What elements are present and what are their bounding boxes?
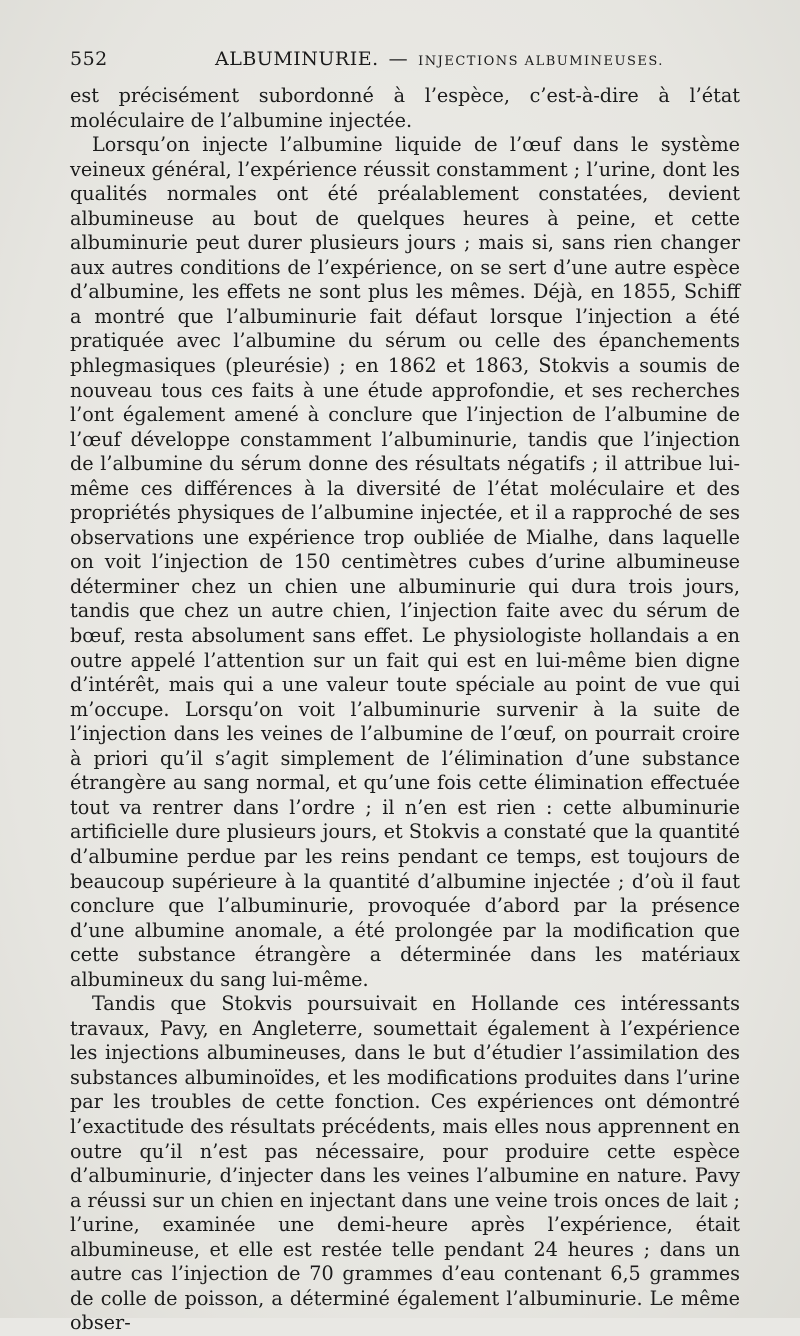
chapter-title	[215, 48, 664, 70]
header-separator: —	[388, 48, 409, 70]
running-header	[70, 48, 740, 84]
chapter-title-main: ALBUMINURIE.	[215, 48, 379, 70]
paragraph-pavy: Tandis que Stokvis poursuivait en Hollande ces intéressants travaux, Pavy, en Angleterre, soumettait également à l’expérience les injections albumineuses, dans le but d’étudier l’assimilation des substances albuminoïdes, et les modifications produites dans l’urine par les troubles de cette fonction. Ces expériences ont démontré l’exactitude des résultats précédents, mais elles nous apprennent en outre qu’il n’est pas nécessaire, pour produire cette espèce d’albuminurie, d’injecter dans les veines l’albumine en nature. Pavy a réussi sur un chien en injectant dans une veine trois onces de lait ; l’urine, examinée une demi-heure après l’expérience, était albumineuse, et elle est restée telle pendant 24 heures ; dans un autre cas l’injection de 70 grammes d’eau contenant 6,5 grammes de colle de poisson, a déterminé également l’albuminurie. Le même obser-	[70, 992, 740, 1335]
paragraph-egg-albumin: Lorsqu’on injecte l’albumine liquide de l’œuf dans le système veineux général, l’expérience réussit constamment ; l’urine, dont les qualités normales ont été préalablement constatées, devient albumineuse au bout de quelques heures à peine, et cette albuminurie peut durer plusieurs jours ; mais si, sans rien changer aux autres conditions de l’expérience, on se sert d’une autre espèce d’albumine, les effets ne sont plus les mêmes. Déjà, en 1855, Schiff a montré que l’albuminurie fait défaut lorsque l’injection a été pratiquée avec l’albumine du sérum ou celle des épanchements phlegmasiques (pleurésie) ; en 1862 et 1863, Stokvis a soumis de nouveau tous ces faits à une étude approfondie, et ses recherches l’ont également amené à conclure que l’injection de l’albumine de l’œuf développe constamment l’albuminurie, tandis que l’injection de l’albumine du sérum donne des résultats négatifs ; il attribue lui-même ces différences à la diversité de l’état moléculaire et des propriétés physiques de l’albumine injectée, et il a rapproché de ses observations une expérience trop oubliée de Mialhe, dans laquelle on voit l’injection de 150 centimètres cubes d’urine albumineuse déterminer chez un chien une albuminurie qui dura trois jours, tandis que chez un autre chien, l’injection faite avec du sérum de bœuf, resta absolument sans effet. Le physiologiste hollandais a en outre appelé l’attention sur un fait qui est en lui-même bien digne d’intérêt, mais qui a une valeur toute spéciale au point de vue qui m’occupe. Lorsqu’on voit l’albuminurie survenir à la suite de l’injection dans les veines de l’albumine de l’œuf, on pourrait croire à priori qu’il s’agit simplement de l’élimination d’une substance étrangère au sang normal, et qu’une fois cette élimination effectuée tout va rentrer dans l’ordre ; il n’en est rien : cette albuminurie artificielle dure plusieurs jours, et Stokvis a constaté que la quantité d’albumine perdue par les reins pendant ce temps, est toujours de beaucoup supérieure à la quantité d’albumine injectée ; d’où il faut conclure que l’albuminurie, provoquée d’abord par la présence d’une albumine anomale, a été prolongée par la modification que cette substance étrangère a déterminée dans les matériaux albumineux du sang lui-même.	[70, 133, 740, 991]
body-text	[70, 84, 740, 1336]
paragraph-continuation: est précisément subordonné à l’espèce, c’est-à-dire à l’état moléculaire de l’albumine injectée.	[70, 84, 740, 132]
page-number: 552	[70, 48, 108, 70]
section-title: INJECTIONS ALBUMINEUSES.	[418, 54, 664, 69]
